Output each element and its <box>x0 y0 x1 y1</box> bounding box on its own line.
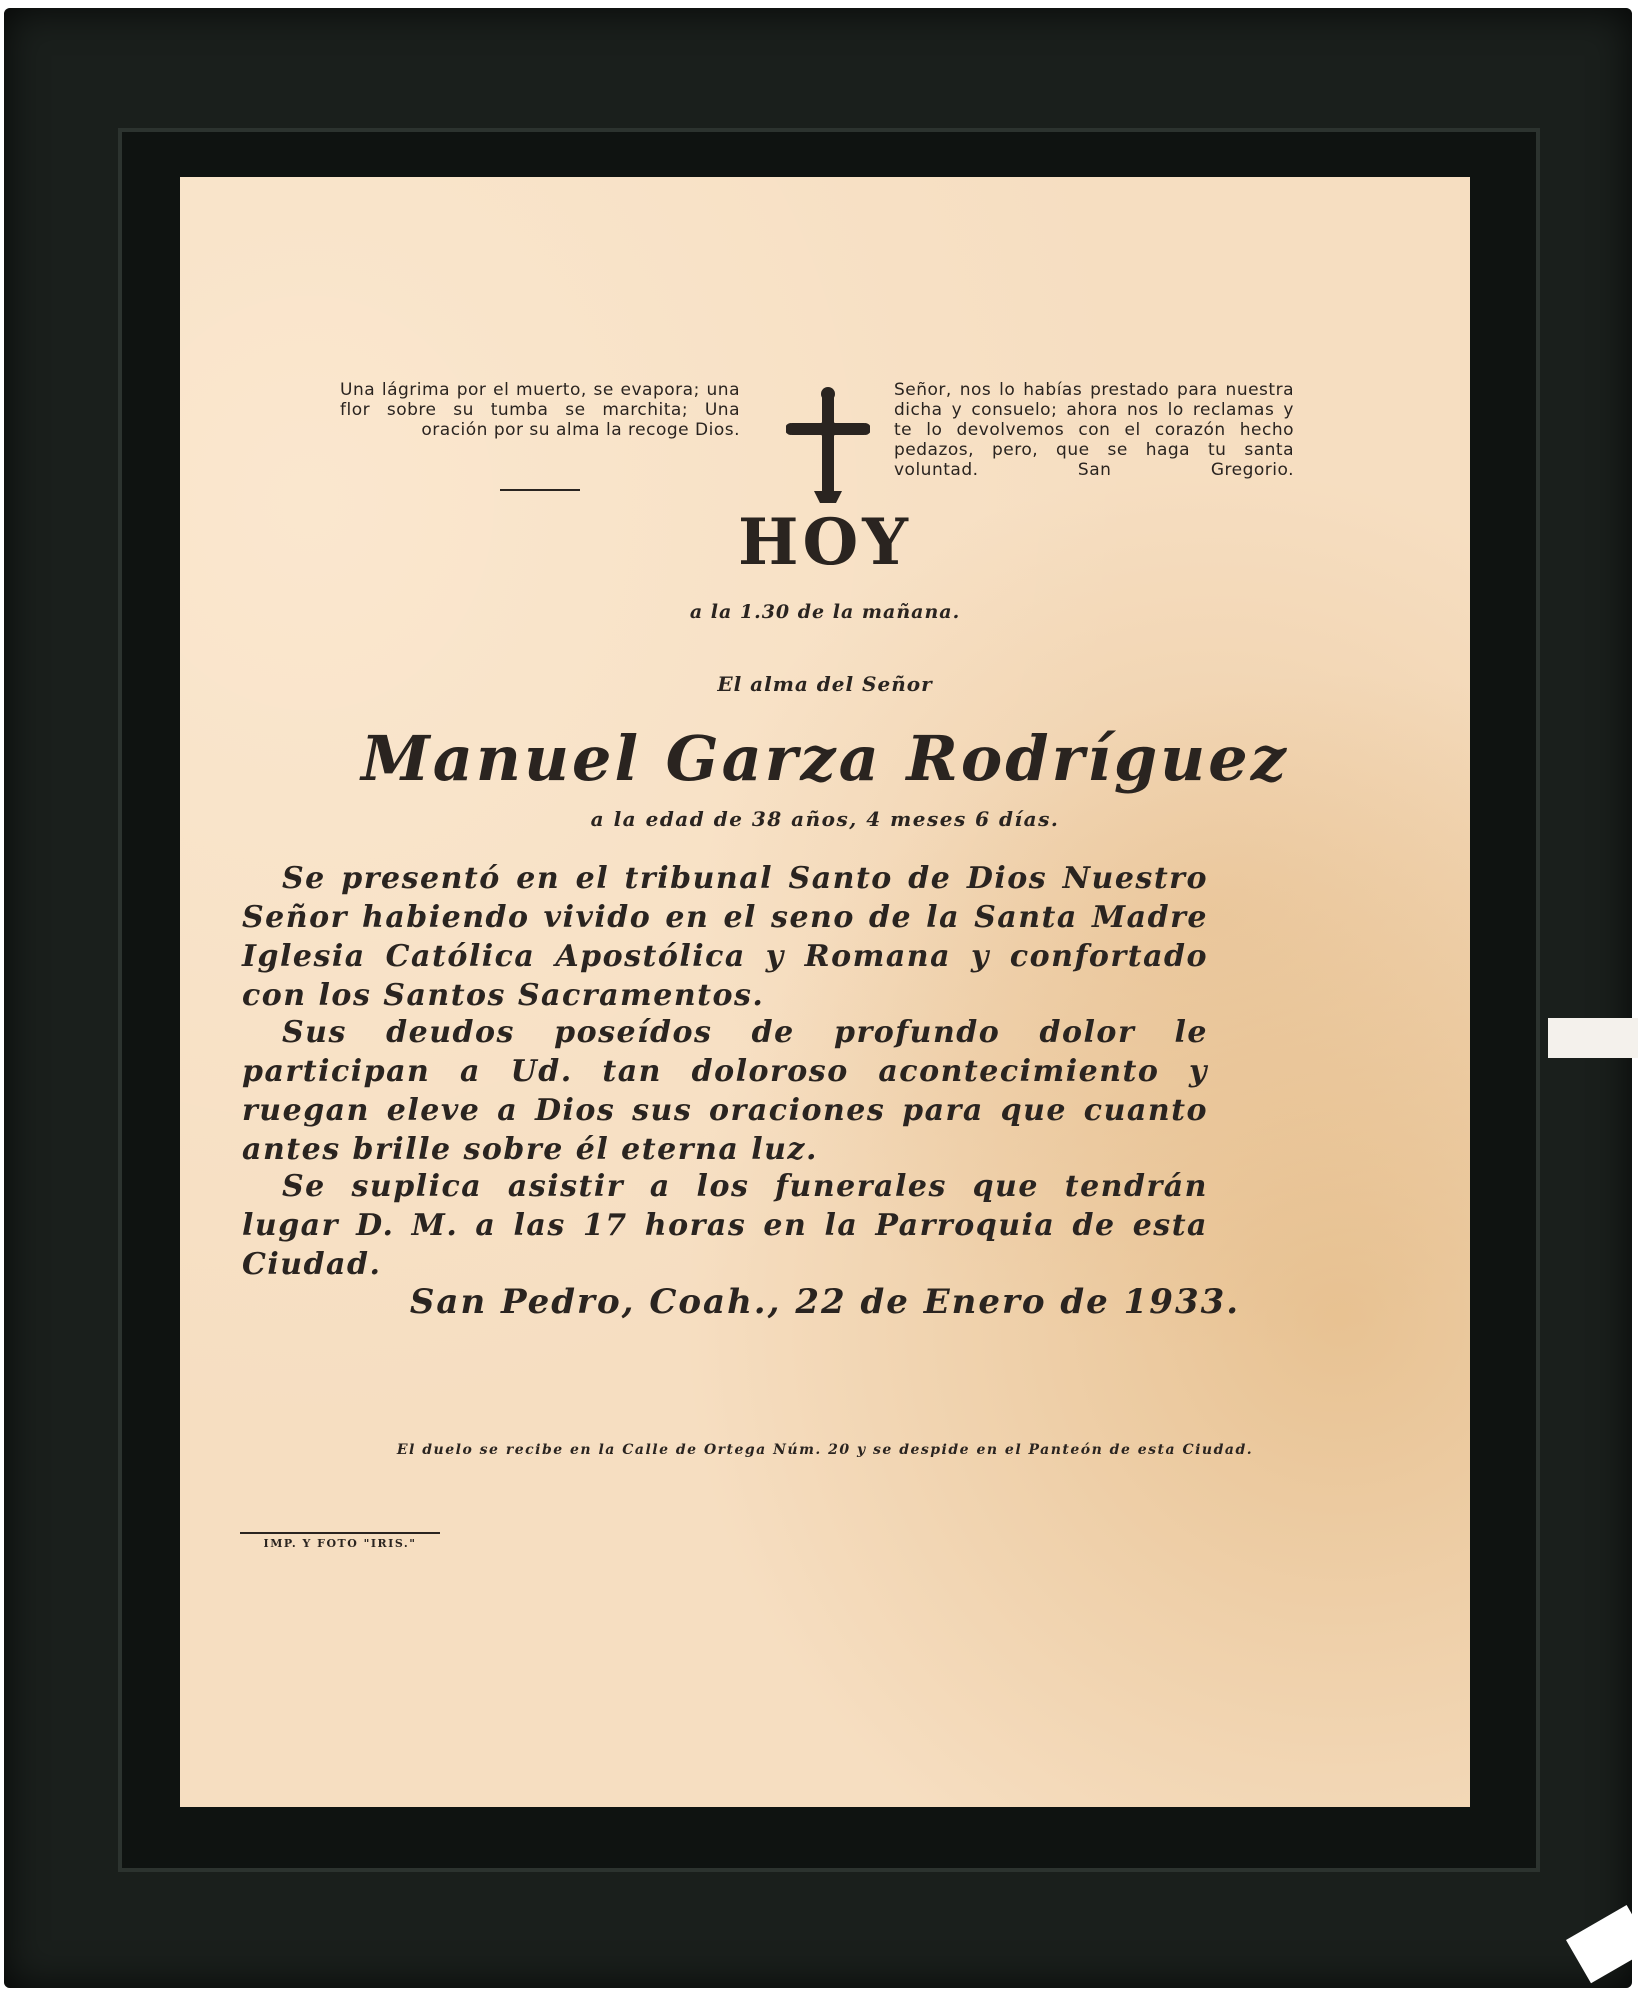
printer-divider <box>240 1532 440 1534</box>
alma-line: El alma del Señor <box>717 672 933 696</box>
paragraph-2: Sus deudos poseídos de profundo dolor le participan a Ud. tan doloroso acontecimiento y ruegan eleve a Dios sus oraciones para que cuanto antes brille sobre él eterna luz. <box>242 1015 1208 1167</box>
place-date: San Pedro, Coah., 22 de Enero de 1933. <box>409 1282 1241 1322</box>
notice-title: HOY <box>738 505 912 580</box>
deceased-name: Manuel Garza Rodríguez <box>361 722 1289 795</box>
time-of-death: a la 1.30 de la mañana. <box>689 601 961 623</box>
quote-right: Señor, nos lo habías prestado para nuestra dicha y consuelo; ahora nos lo reclamas y te lo devolvemos con el corazón hecho pedazos, pero, que se haga tu santa voluntad. San Gregorio. <box>894 380 1294 480</box>
quote-divider <box>500 489 580 491</box>
age-line: a la edad de 38 años, 4 meses 6 días. <box>590 807 1060 831</box>
printer-credit: IMP. Y FOTO "IRIS." <box>263 1537 417 1550</box>
paragraph-3: Se suplica asistir a los funerales que tendrán lugar D. M. a las 17 horas en la Parroquia de esta Ciudad. <box>242 1169 1208 1282</box>
cross-icon <box>786 387 870 507</box>
footer-note: El duelo se recibe en la Calle de Ortega Núm. 20 y se despide en el Panteón de esta Ciudad. <box>396 1442 1254 1458</box>
paragraph-1: Se presentó en el tribunal Santo de Dios Nuestro Señor habiendo vivido en el seno de la Santa Madre Iglesia Católica Apostólica y Romana y confortado con los Santos Sacramentos. <box>242 861 1208 1013</box>
funeral-notice-card <box>180 177 1470 1807</box>
quote-left: Una lágrima por el muerto, se evapora; una flor sobre su tumba se marchita; Una oración por su alma la recoge Dios. <box>340 380 740 440</box>
